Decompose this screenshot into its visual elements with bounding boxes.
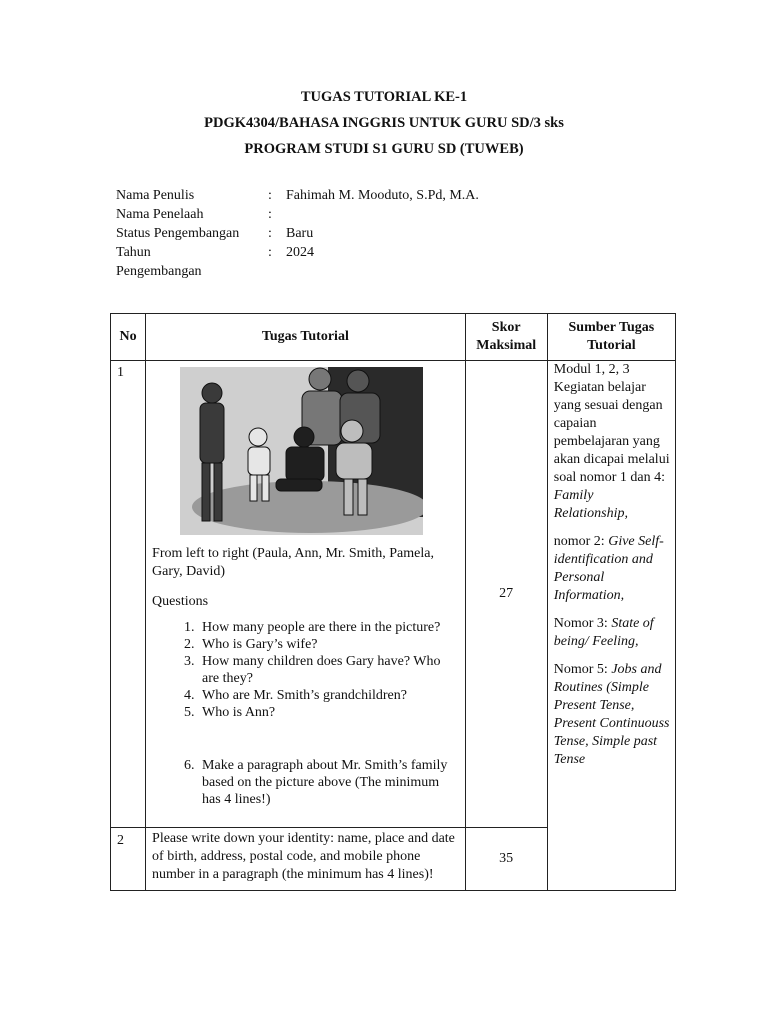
question-item: 3. How many children does Gary have? Who are they?	[198, 653, 459, 687]
header-no: No	[111, 314, 146, 361]
title-line-3: PROGRAM STUDI S1 GURU SD (TUWEB)	[244, 141, 524, 157]
meta-label: Nama Penulis	[116, 188, 195, 203]
title-line-2: PDGK4304/BAHASA INGGRIS UNTUK GURU SD/3 sks	[204, 115, 564, 131]
header-tugas: Tugas Tutorial	[146, 314, 466, 361]
meta-colon: :	[268, 207, 272, 222]
header-skor-line2: Maksimal	[476, 338, 537, 353]
question-item: 5. Who is Ann?	[198, 704, 459, 721]
max-score: 27	[465, 361, 547, 828]
question-item: 6. Make a paragraph about Mr. Smith’s family based on the picture above (The minimum has 4 lines!)	[198, 757, 459, 808]
source-text: Modul 1, 2, 3 Kegiatan belajar yang sesuai dengan capaian pembelajaran yang akan dicapai melalui soal nomor 1 dan 4:	[553, 362, 670, 485]
author-info	[116, 186, 479, 281]
row-number: 1	[111, 361, 146, 828]
question-item: 4. Who are Mr. Smith’s grandchildren?	[198, 687, 459, 704]
header-sumber-line2: Tutorial	[587, 338, 636, 353]
source-text: nomor 2:	[553, 534, 605, 549]
source-para-4	[554, 661, 671, 769]
source-text: Nomor 3:	[553, 616, 608, 631]
max-score: 35	[465, 828, 547, 891]
source-text: Nomor 5:	[553, 662, 608, 677]
task-cell: Please write down your identity: name, place and date of birth, address, postal code, and mobile phone number in a paragraph (the minimum has 4 lines)!	[146, 828, 466, 891]
table-row	[111, 361, 676, 828]
source-cell	[547, 361, 675, 891]
header-sumber-line1: Sumber Tugas	[568, 320, 655, 335]
title-line-1: TUGAS TUTORIAL KE-1	[300, 89, 468, 105]
row-number: 2	[111, 828, 146, 891]
header-skor	[465, 314, 547, 361]
meta-value: 2024	[286, 245, 314, 260]
meta-label: Status Pengembangan	[116, 226, 240, 241]
meta-colon: :	[268, 245, 272, 260]
question-item: 1. How many people are there in the picture?	[198, 619, 459, 636]
meta-colon: :	[268, 226, 272, 241]
meta-row-tahun-cont	[116, 262, 479, 281]
meta-row-status	[116, 224, 479, 243]
family-illustration	[180, 367, 423, 535]
questions-heading: Questions	[152, 594, 209, 609]
questions-list	[152, 619, 459, 808]
task-cell	[146, 361, 466, 828]
family-photo	[180, 367, 423, 535]
source-para-1	[554, 361, 671, 523]
photo-caption: From left to right (Paula, Ann, Mr. Smith, Pamela, Gary, David)	[152, 546, 434, 579]
meta-label: Tahun	[116, 245, 151, 260]
meta-value: Baru	[286, 226, 314, 241]
meta-label: Nama Penelaah	[116, 207, 204, 222]
source-topic: Family Relationship,	[553, 488, 629, 521]
meta-label: Pengembangan	[116, 264, 202, 279]
task-table	[110, 313, 676, 891]
source-topic: Give Self-identification and Personal Information,	[553, 534, 664, 603]
meta-row-penulis	[116, 186, 479, 205]
source-topic: State of being/ Feeling,	[553, 616, 654, 649]
meta-row-penelaah	[116, 205, 479, 224]
table-header-row	[111, 314, 676, 361]
source-para-2	[554, 533, 671, 605]
meta-colon: :	[268, 188, 272, 203]
source-topic: Jobs and Routines (Simple Present Tense, Present Continuouss Tense, Simple past Tense	[553, 662, 670, 767]
meta-value: Fahimah M. Mooduto, S.Pd, M.A.	[286, 188, 479, 203]
question-item: 2. Who is Gary’s wife?	[198, 636, 459, 653]
document-title-block	[0, 84, 768, 162]
source-para-3	[554, 615, 671, 651]
meta-row-tahun	[116, 243, 479, 262]
header-sumber	[547, 314, 675, 361]
header-skor-line1: Skor	[491, 320, 521, 335]
